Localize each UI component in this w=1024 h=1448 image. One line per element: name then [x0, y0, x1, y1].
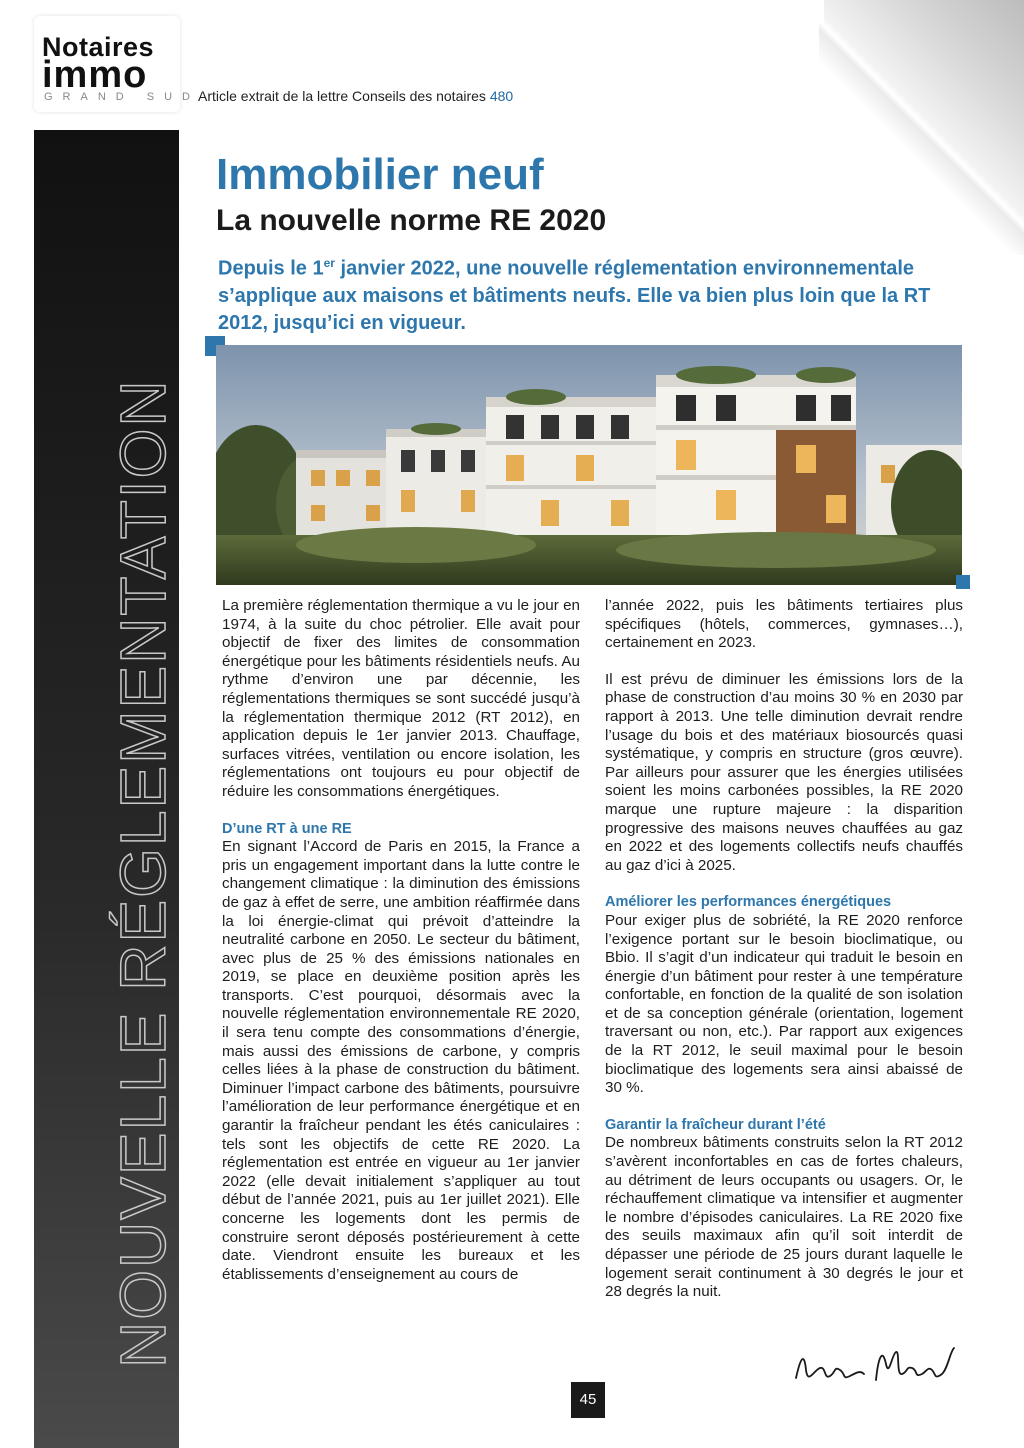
intro-text [218, 250, 938, 337]
source-line [198, 88, 513, 104]
left-column [222, 597, 580, 1302]
page-curl-shadow [819, 0, 1024, 255]
left-heading-1: D’une RT à une RE [222, 820, 352, 837]
side-label: NOUVELLE RÉGLEMENTATION [107, 378, 179, 1368]
signature-scribble [790, 1340, 960, 1390]
decor-square-bottom-right [956, 575, 970, 589]
building-photo [216, 345, 962, 585]
intro-part1: Depuis le 1 [218, 257, 324, 280]
source-text: Article extrait de la lettre Conseils des notaires [198, 88, 486, 104]
right-paragraph-1: l’année 2022, puis les bâtiments tertiaires plus spécifiques (hôtels, commerces, gymnases…), certainement en 2023. [605, 597, 963, 652]
right-column [605, 597, 963, 1320]
building-illustration [216, 345, 962, 585]
right-heading-1: Améliorer les performances énergétiques [605, 894, 892, 911]
right-paragraph-3: Pour exiger plus de sobriété, la RE 2020 renforce l’exigence portant sur le besoin bioclimatique, ou Bbio. Il s’agit d’un indicateur qui traduit le besoin en énergie d’un bâtiment pour rester à une température confortable, en fonction de la qualité de son isolation et de sa conception générale (orientation, logement traversant ou non, etc.). Par rapport aux exigences de la RT 2012, le seuil maximal pour le besoin bioclimatique des logements sera ainsi abaissé de 30 %. [605, 911, 963, 1097]
source-number: 480 [489, 88, 514, 104]
left-paragraph-1: La première réglementation thermique a vu le jour en 1974, à la suite du choc pétrolier. Elle avait pour objectif de fixer des limites de consommation énergétique pour les bâtiments résidentiels neufs. Au rythme d’environ une par décennie, les réglementations thermiques se sont succédé jusqu’à la réglementation thermique 2012 (RT 2012), en application depuis le 1er janvier 2013. Chauffage, surfaces vitrées, ventilation ou encore isolation, les réglementations ont toujours eu pour objectif de réduire les consommations énergétiques. [222, 597, 580, 800]
right-paragraph-2: Il est prévu de diminuer les émissions lors de la phase de construction d’au moins 30 % en 2030 par rapport à 2013. Une telle diminution devrait rendre l’usage du bois et des matériaux biosourcés quasi systématique, y compris en structure (gros œuvre). Par ailleurs pour assurer que les énergies utilisées soient les moins carbonées possibles, la RE 2020 marque une rupture majeure : la disparition progressive des maisons neuves chauffées au gaz en 2022 et des logements collectifs neufs chauffés au gaz d’ici à 2025. [605, 670, 963, 874]
page-subtitle: La nouvelle norme RE 2020 [216, 204, 607, 237]
logo-line1: Notaires [42, 32, 155, 62]
right-paragraph-4: De nombreux bâtiments construits selon la RT 2012 s’avèrent inconfortables en cas de fortes chaleurs, au détriment de leurs occupants ou usagers. Or, le réchauffement climatique va intensifier et augmenter le nombre d’épisodes caniculaires. La RE 2020 fixe des seuils maximaux afin qu’il soit interdit de dépasser une période de 25 jours durant laquelle le logement serait continument à 30 degrés le jour et 28 degrés la nuit. [605, 1134, 963, 1301]
intro-sup: er [323, 256, 335, 270]
page-number: 45 [571, 1382, 605, 1418]
intro-part2: janvier 2022, une nouvelle réglementation environnementale s’applique aux maisons et bâtiments neufs. Elle va bien plus loin que la RT 2012, jusqu’ici en vigueur. [218, 257, 931, 334]
signature [790, 1340, 960, 1395]
logo-line2: immo [42, 54, 148, 96]
right-heading-2: Garantir la fraîcheur durant l’été [605, 1116, 826, 1133]
left-paragraph-2: En signant l’Accord de Paris en 2015, la France a pris un engagement important dans la lutte contre le changement climatique : la diminution des émissions de gaz à effet de serre, une ambition réaffirmée dans la loi énergie-climat qui prévoit d’atteindre la neutralité carbone en 2050. Le secteur du bâtiment, avec plus de 25 % des émissions nationales en 2019, se place en deuxième position après les transports. C’est pourquoi, désormais avec la nouvelle réglementation environnementale RE 2020, il sera tenu compte des consommations d’énergie, mais aussi des émissions de carbone, y compris celles liées à la phase de construction du bâtiment. Diminuer l’impact carbone des bâtiments, poursuivre l’amélioration de leur performance énergétique et en garantir la fraîcheur pendant les étés caniculaires : tels sont les objectifs de cette RE 2020. La réglementation est entrée en vigueur au 1er janvier 2022 (elle devait initialement s’appliquer au tout début de l’année 2021, puis au 1er juillet 2021). Elle concerne les logements dont les permis de construire seront déposés postérieurement à cette date. Viendront ensuite les bureaux et les établissements d’enseignement au cours de [222, 838, 580, 1283]
logo-tagline: GRAND SUD [44, 91, 201, 103]
page-title: Immobilier neuf [216, 150, 544, 199]
